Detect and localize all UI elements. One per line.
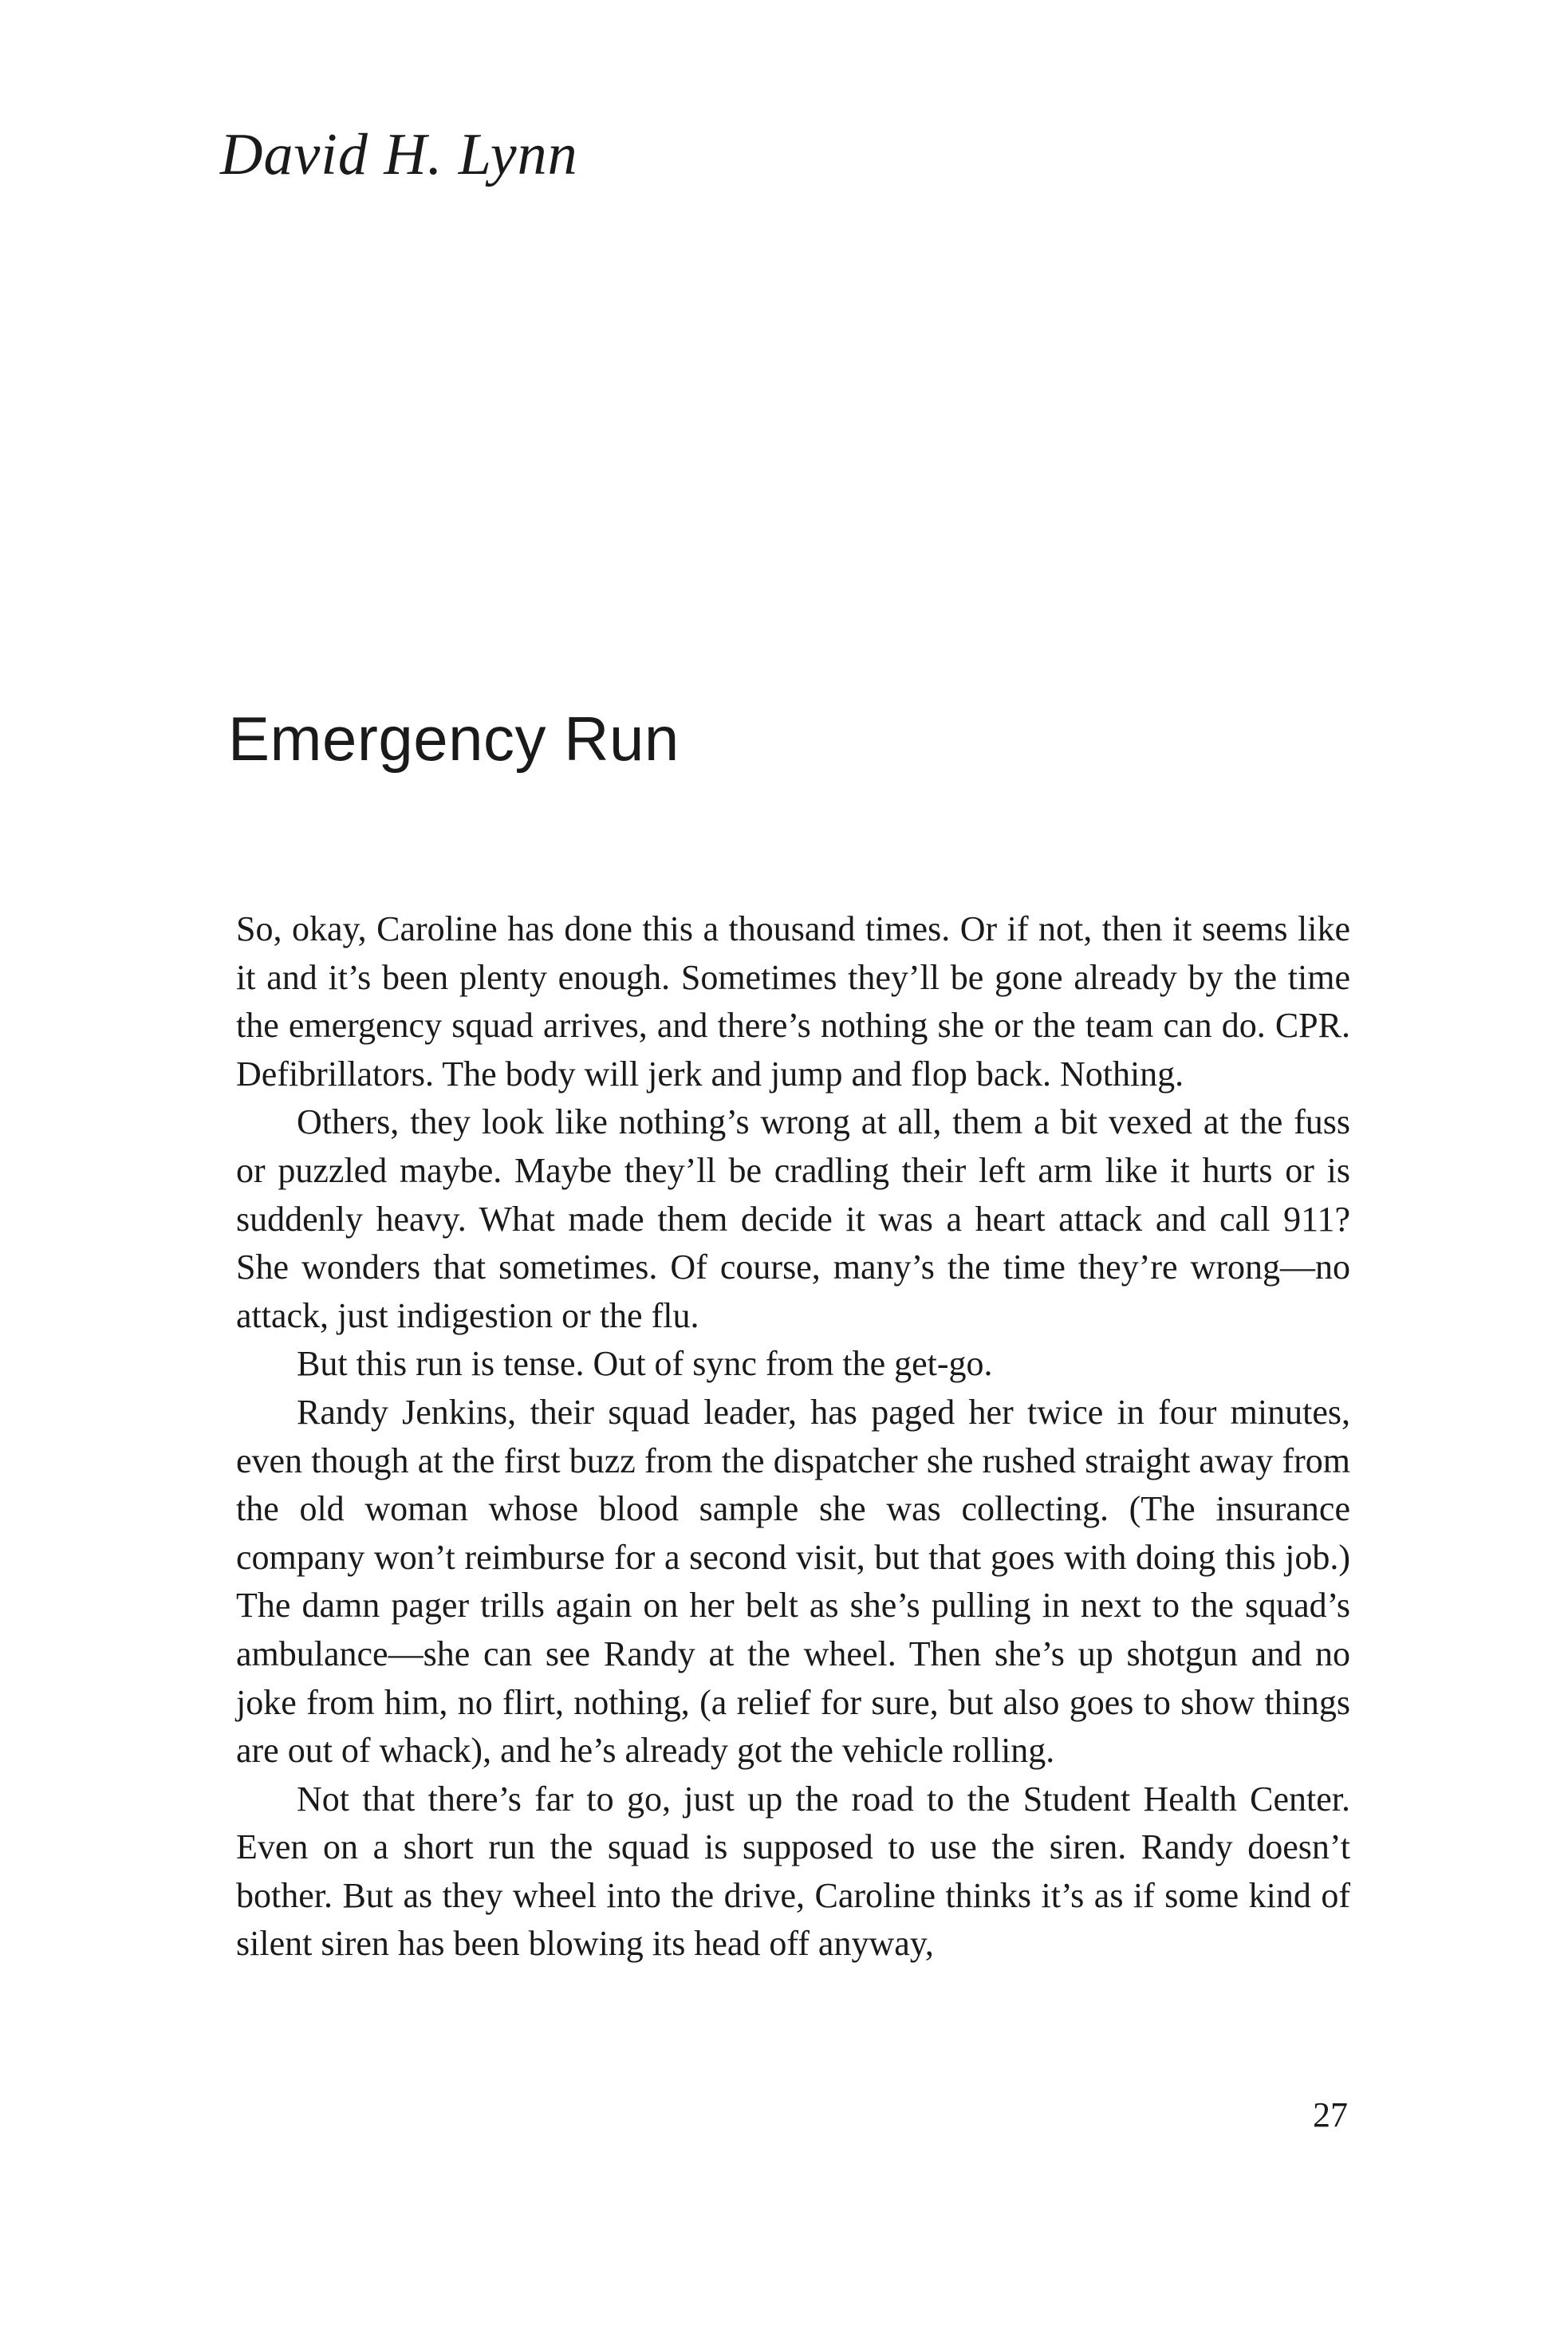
- story-title: Emergency Run: [228, 703, 680, 774]
- author-name: David H. Lynn: [220, 122, 578, 187]
- story-body: [236, 905, 1350, 1969]
- paragraph: But this run is tense. Out of sync from the get-go.: [297, 1344, 993, 1384]
- paragraph: Randy Jenkins, their squad leader, has paged her twice in four minutes, even though at the first buzz from the dispatcher she rushed straight away from the old woman whose blood sample she was collecting. (The insurance company won’t reimburse for a second visit, but that goes with doing this job.) The damn pager trills again on her belt as she’s pulling in next to the squad’s ambulance—she can see Randy at the wheel. Then she’s up shotgun and no joke from him, no flirt, nothing, (a relief for sure, but also goes to show things are out of whack), and he’s already got the vehicle rolling.: [236, 1392, 1350, 1771]
- paragraph: Others, they look like nothing’s wrong at all, them a bit vexed at the fuss or puzzled maybe. Maybe they’ll be cradling their left arm like it hurts or is suddenly heavy. What made them decide it was a heart attack and call 911? She wonders that sometimes. Of course, many’s the time they’re wrong—no attack, just indigestion or the flu.: [236, 1102, 1350, 1335]
- paragraph: Not that there’s far to go, just up the road to the Student Health Center. Even on a short run the squad is supposed to use the siren. Randy doesn’t bother. But as they wheel into the drive, Caroline thinks it’s as if some kind of silent siren has been blowing its head off anyway,: [236, 1779, 1350, 1964]
- page-number: 27: [1313, 2095, 1348, 2134]
- paragraph: So, okay, Caroline has done this a thousand times. Or if not, then it seems like it and it’s been plenty enough. Sometimes they’ll be gone already by the time the emergency squad arrives, and there’s nothing she or the team can do. CPR. Defibrillators. The body will jerk and jump and flop back. Nothing.: [236, 909, 1350, 1094]
